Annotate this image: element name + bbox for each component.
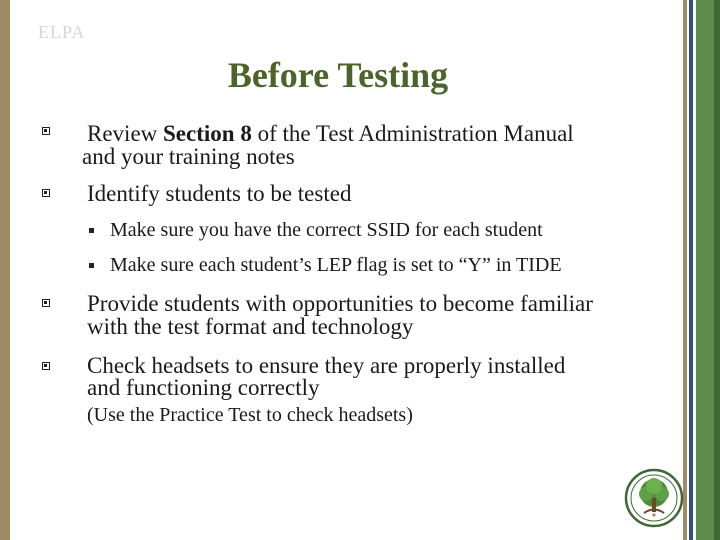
bullet-item-1 [87, 122, 574, 145]
square-bullet-icon [42, 362, 50, 370]
square-bullet-icon [42, 127, 50, 135]
bullet-item-2: Identify students to be tested [87, 181, 352, 206]
sub-item-1: Make sure you have the correct SSID for each student [110, 219, 543, 241]
bullet-item-3-line2: with the test format and technology [87, 314, 414, 339]
bullet-item-1-pre: Review [87, 121, 164, 146]
bullet-item-4-line2: and functioning correctly [87, 375, 320, 400]
square-bullet-icon [42, 299, 50, 307]
bullet-item-4-line1: Check headsets to ensure they are properly installed [87, 353, 566, 378]
small-square-bullet-icon [89, 263, 94, 268]
bullet-item-1-post: of the Test Administration Manual [251, 121, 574, 146]
square-bullet-icon [42, 189, 50, 197]
sub-item-2: Make sure each student’s LEP flag is set to “Y” in TIDE [110, 254, 562, 276]
small-square-bullet-icon [89, 228, 94, 233]
right-decorative-band-blue [689, 0, 693, 540]
bullet-item-1-line2: and your training notes [82, 144, 295, 169]
bullet-item-3-line1: Provide students with opportunities to become familiar [87, 291, 593, 316]
right-decorative-band-dark [714, 0, 720, 540]
department-seal-icon [624, 468, 684, 528]
brand-label: ELPA [38, 22, 86, 42]
bullet-item-1-bold: Section 8 [163, 121, 252, 146]
bullet-item-4-note: (Use the Practice Test to check headsets) [87, 404, 413, 426]
right-decorative-band-tan [683, 0, 687, 540]
slide-title: Before Testing [227, 55, 449, 95]
